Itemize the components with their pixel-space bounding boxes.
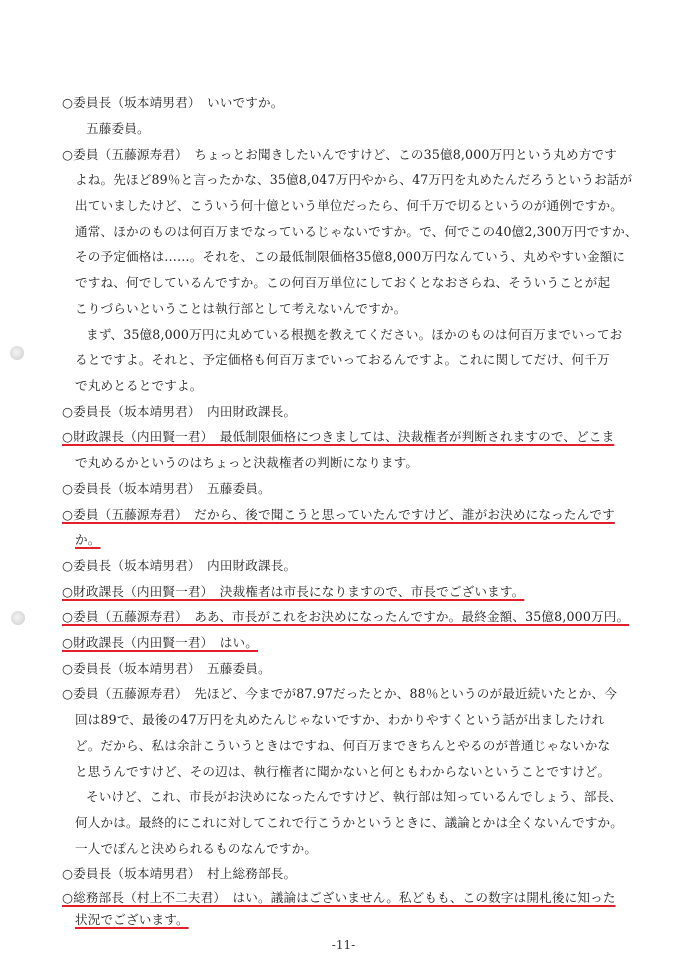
text-line: か。 — [75, 532, 101, 547]
text-line: で丸めるかというのはちょっと決裁権者の判断になります。 — [75, 455, 419, 470]
text-line: るとですよ。それと、予定価格も何百万までいっておるんですよ。これに関してだけ、何千万 — [75, 352, 610, 367]
text-line: 何人かは。最終的にこれに対してこれで行こうかというときに、議論とかは全くないんですか。 — [75, 815, 623, 830]
text-line: ○委員（五藤源寿君） ちょっとお聞きしたいんですけど、この35億8,000万円という丸め方です — [62, 147, 617, 162]
text-line: ○財政課長（内田賢一君） 決裁権者は市長になりますので、市長でございます。 — [62, 584, 525, 599]
text-line: ○財政課長（内田賢一君） 最低制限価格につきましては、決裁権者が判断されますので、どこま — [62, 429, 615, 444]
text-line: 一人でぽんと決められるものなんですか。 — [75, 841, 318, 856]
text-line: こりづらいということは執行部として考えないんですか。 — [75, 301, 407, 316]
text-line: 状況でございます。 — [75, 912, 189, 927]
punch-hole-mark — [11, 611, 25, 625]
punch-hole-mark — [10, 346, 24, 360]
text-line: 出ていましたけど、こういう何十億という単位だったら、何千万で切るというのが通例ですか。 — [75, 198, 623, 213]
page-number: -11- — [331, 938, 356, 952]
text-line: そいけど、これ、市長がお決めになったんですけど、執行部は知っているんでしょう、部長、 — [86, 789, 622, 804]
text-line: 五藤委員。 — [86, 121, 150, 136]
text-line: ○総務部長（村上不二夫君） はい。議論はございません。私どもも、この数字は開札後に知った — [62, 890, 616, 905]
text-line: ど。だから、私は余計こういうときはですね、何百万まできちんとやるのが普通じゃないかな — [75, 738, 611, 753]
text-line: ○委員長（坂本靖男君） 内田財政課長。 — [62, 404, 297, 419]
text-line: ○委員長（坂本靖男君） 五藤委員。 — [62, 661, 271, 676]
text-line: 通常、ほかのものは何百万までなっているじゃないですか。で、何でこの40億2,300万円ですか、 — [75, 224, 638, 239]
text-line: ○委員長（坂本靖男君） 村上総務部長。 — [62, 866, 297, 881]
text-line: ○委員（五藤源寿君） だから、後で聞こうと思っていたんですけど、誰がお決めになったんです — [62, 507, 615, 522]
text-line: で丸めとるとですよ。 — [75, 378, 203, 393]
text-line: まず、35億8,000万円に丸めている根拠を教えてください。ほかのものは何百万までいってお — [86, 327, 623, 342]
text-line: ○委員長（坂本靖男君） 内田財政課長。 — [62, 558, 297, 573]
text-line: ○委員長（坂本靖男君） いいですか。 — [62, 95, 284, 110]
text-line: ですね、何でしているんですか。この何百万単位にしておくとなおさらね、そういうことが起 — [75, 275, 611, 290]
text-line: ○財政課長（内田賢一君） はい。 — [62, 635, 258, 650]
text-line: と思うんですけど、その辺は、執行権者に聞かないと何ともわからないということですけど。 — [75, 764, 611, 779]
text-line: ○委員長（坂本靖男君） 五藤委員。 — [62, 481, 271, 496]
text-line: ○委員（五藤源寿君） ああ、市長がこれをお決めになったんですか。最終金額、35億8,000万円。 — [62, 609, 630, 624]
text-line: 回は89で、最後の47万円を丸めたんじゃないですか、わかりやすくという話が出ましたけれ — [75, 712, 605, 727]
text-line: ○委員（五藤源寿君） 先ほど、今までが87.97だったとか、88％というのが最近続いたとか、今 — [62, 686, 617, 701]
text-line: よね。先ほど89％と言ったかな、35億8,047万円やから、47万円を丸めたんだろうというお話が — [75, 172, 633, 187]
text-line: その予定価格は……。それを、この最低制限価格35億8,000万円なんていう、丸めやすい金額に — [75, 249, 626, 264]
